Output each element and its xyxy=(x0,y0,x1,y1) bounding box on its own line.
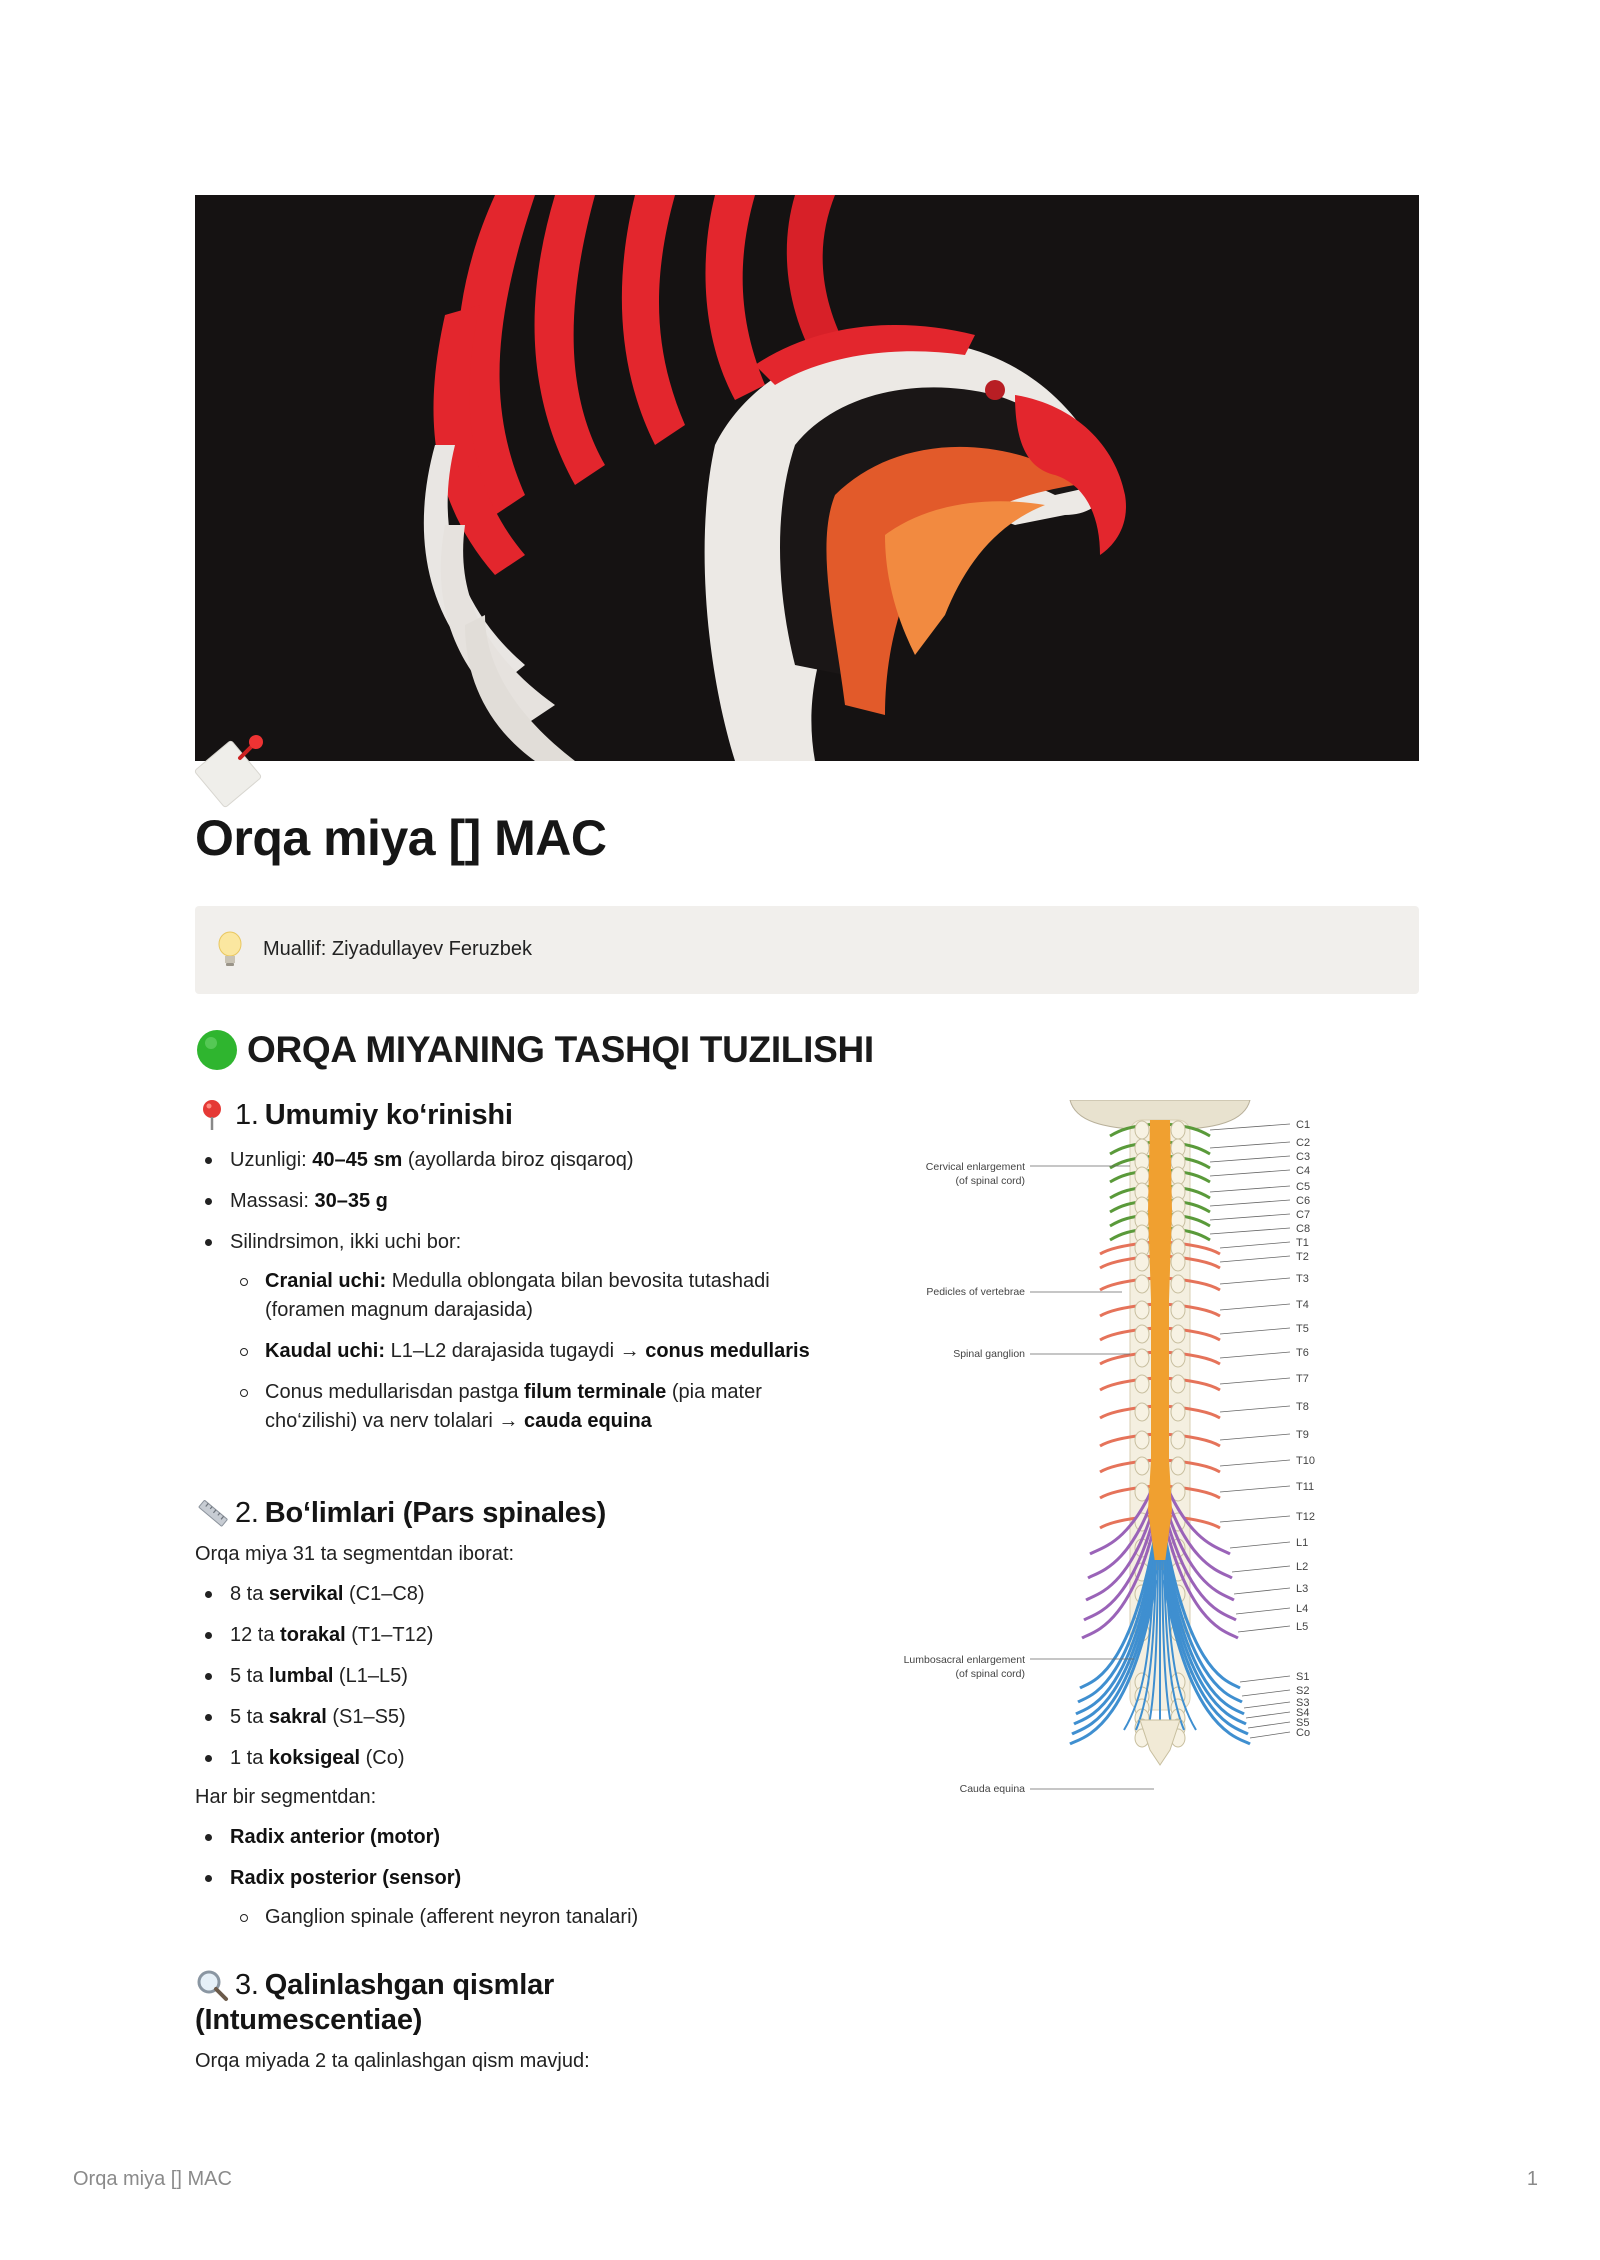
pedicle xyxy=(1135,1301,1149,1319)
segment-leader-line xyxy=(1210,1156,1290,1162)
subsection-2-title: Bo‘limlari (Pars spinales) xyxy=(264,1497,607,1529)
subsection-3-title-line1: Qalinlashgan qismlar xyxy=(264,1969,555,2001)
figure-label: Cauda equina xyxy=(959,1783,1025,1795)
segment-label: T5 xyxy=(1296,1323,1309,1335)
segment-label: C1 xyxy=(1296,1119,1311,1131)
subsection-2-number: 2. xyxy=(235,1497,259,1529)
list-item: 8 ta servikal (C1–C8) xyxy=(195,1579,835,1609)
pedicle xyxy=(1135,1349,1149,1367)
segment-label: T10 xyxy=(1296,1455,1315,1467)
segment-label: C7 xyxy=(1296,1209,1311,1221)
segment-leader-line xyxy=(1210,1142,1290,1148)
enlargements-intro: Orqa miyada 2 ta qalinlashgan qism mavjud: xyxy=(195,2050,590,2072)
ruler-icon xyxy=(195,1496,229,1530)
section-heading-text: ORQA MIYANING TASHQI TUZILISHI xyxy=(247,1029,874,1070)
list-item: 1 ta koksigeal (Co) xyxy=(195,1743,835,1773)
pedicle xyxy=(1135,1121,1149,1139)
list-item: Kaudal uchi: L1–L2 darajasida tugaydi → conus medullaris xyxy=(230,1337,835,1366)
segment-leader-line xyxy=(1220,1406,1290,1412)
lightbulb-icon xyxy=(215,930,245,970)
segment-label: L2 xyxy=(1296,1561,1309,1573)
segment-leader-line xyxy=(1246,1712,1290,1718)
section-heading xyxy=(195,1026,874,1074)
figure-label: Pedicles of vertebrae xyxy=(926,1286,1025,1298)
pedicle xyxy=(1171,1275,1185,1293)
pedicle xyxy=(1171,1121,1185,1139)
segment-leader-line xyxy=(1210,1200,1290,1206)
figure-label: Lumbosacral enlargement xyxy=(903,1654,1025,1666)
spinal-cord-diagram xyxy=(880,1100,1340,2040)
pedicle xyxy=(1135,1431,1149,1449)
segment-leader-line xyxy=(1236,1608,1290,1614)
figure-label: Spinal ganglion xyxy=(953,1348,1025,1360)
subsection-2-heading xyxy=(195,1496,835,1531)
segment-leader-line xyxy=(1220,1434,1290,1440)
segment-label: T3 xyxy=(1296,1273,1309,1285)
pinned-note-icon[interactable] xyxy=(192,728,272,808)
segment-label: L1 xyxy=(1296,1537,1309,1549)
page-number: 1 xyxy=(1526,2168,1538,2190)
segment-leader-line xyxy=(1210,1124,1290,1130)
pedicle xyxy=(1135,1167,1149,1185)
segment-label: T12 xyxy=(1296,1511,1315,1523)
subsection-3-heading xyxy=(195,1968,835,2038)
footer-title: Orqa miya [] MAC xyxy=(73,2168,232,2190)
segment-leader-line xyxy=(1220,1278,1290,1284)
magnifier-icon xyxy=(195,1968,229,2002)
cover-image xyxy=(195,195,1419,761)
subsection-1-title: Umumiy ko‘rinishi xyxy=(264,1099,513,1131)
figure-label: Cervical enlargement xyxy=(925,1161,1025,1173)
pedicle xyxy=(1171,1167,1185,1185)
segment-leader-line xyxy=(1248,1722,1290,1728)
segment-label: T7 xyxy=(1296,1373,1309,1385)
figure-label-sub: (of spinal cord) xyxy=(955,1175,1025,1187)
segment-leader-line xyxy=(1220,1378,1290,1384)
segment-leader-line xyxy=(1220,1328,1290,1334)
pedicle xyxy=(1171,1457,1185,1475)
segment-label: L5 xyxy=(1296,1621,1309,1633)
subsection-enlargements xyxy=(195,1968,835,2076)
pedicle xyxy=(1135,1325,1149,1343)
segment-label: T9 xyxy=(1296,1429,1309,1441)
segment-leader-line xyxy=(1240,1676,1290,1682)
segment-leader-line xyxy=(1220,1256,1290,1262)
pedicle xyxy=(1171,1349,1185,1367)
pedicle xyxy=(1135,1375,1149,1393)
subsection-1-number: 1. xyxy=(235,1099,259,1131)
subsection-1-heading xyxy=(195,1098,835,1133)
segment-label: S1 xyxy=(1296,1671,1310,1683)
pedicle xyxy=(1171,1301,1185,1319)
segment-leader-line xyxy=(1232,1566,1290,1572)
segment-label: L4 xyxy=(1296,1603,1309,1615)
list-item: Massasi: 30–35 g xyxy=(195,1186,835,1216)
segment-leader-line xyxy=(1242,1690,1290,1696)
segment-leader-line xyxy=(1220,1242,1290,1248)
segment-label: C4 xyxy=(1296,1165,1311,1177)
segment-leader-line xyxy=(1210,1170,1290,1176)
list-item: 5 ta sakral (S1–S5) xyxy=(195,1702,835,1732)
subsection-3-number: 3. xyxy=(235,1969,259,2001)
list-item: Silindrsimon, ikki uchi bor: Cranial uchi: Medulla oblongata bilan bevosita tutashadi (foramen magnum darajasida) Kaudal uchi: L1–L2 darajasida tugaydi → conus medullaris Conus medullarisdan pastga filum terminale (pia mater cho‘zilishi) va nerv tolalari → cauda equina xyxy=(195,1227,835,1436)
segment-label: T6 xyxy=(1296,1347,1309,1359)
pedicle xyxy=(1135,1253,1149,1271)
segment-leader-line xyxy=(1230,1542,1290,1548)
pedicle xyxy=(1135,1403,1149,1421)
list-item: Uzunligi: 40–45 sm (ayollarda biroz qisqaroq) xyxy=(195,1145,835,1175)
segment-label: T2 xyxy=(1296,1251,1309,1263)
author-callout xyxy=(195,906,1419,994)
segment-label: S5 xyxy=(1296,1717,1310,1729)
segment-leader-line xyxy=(1220,1516,1290,1522)
pedicle xyxy=(1171,1325,1185,1343)
segment-leader-line xyxy=(1220,1352,1290,1358)
segment-label: C2 xyxy=(1296,1137,1311,1149)
page-title: Orqa miya [] MAC xyxy=(195,810,607,866)
segment-label: C5 xyxy=(1296,1181,1311,1193)
segment-label: S3 xyxy=(1296,1697,1310,1709)
list-item: Cranial uchi: Medulla oblongata bilan bevosita tutashadi (foramen magnum darajasida) xyxy=(230,1267,835,1325)
spinal-cord-figure xyxy=(880,1100,1340,2040)
segment-leader-line xyxy=(1220,1460,1290,1466)
segment-leader-line xyxy=(1210,1186,1290,1192)
subsection-3-title-line2: (Intumescentiae) xyxy=(195,2004,423,2036)
roots-intro: Har bir segmentdan: xyxy=(195,1786,377,1808)
segment-label: T1 xyxy=(1296,1237,1309,1249)
list-item: Conus medullarisdan pastga filum terminale (pia mater cho‘zilishi) va nerv tolalari → cauda equina xyxy=(230,1378,835,1436)
subsection-parts xyxy=(195,1496,835,1944)
segment-label: T4 xyxy=(1296,1299,1309,1311)
segment-label: T11 xyxy=(1296,1481,1315,1493)
pedicle xyxy=(1171,1253,1185,1271)
figure-label-sub: (of spinal cord) xyxy=(955,1668,1025,1680)
subsection-general xyxy=(195,1098,835,1448)
segment-leader-line xyxy=(1210,1228,1290,1234)
segment-leader-line xyxy=(1210,1214,1290,1220)
list-item: Radix posterior (sensor) Ganglion spinale (afferent neyron tanalari) xyxy=(195,1863,835,1932)
segment-label: C3 xyxy=(1296,1151,1311,1163)
list-item: Ganglion spinale (afferent neyron tanalari) xyxy=(230,1903,835,1932)
segment-leader-line xyxy=(1238,1626,1290,1632)
segment-leader-line xyxy=(1244,1702,1290,1708)
segment-leader-line xyxy=(1234,1588,1290,1594)
segment-leader-line xyxy=(1220,1304,1290,1310)
list-item: 5 ta lumbal (L1–L5) xyxy=(195,1661,835,1691)
pedicle xyxy=(1171,1431,1185,1449)
segment-label: S2 xyxy=(1296,1685,1310,1697)
segment-label: T8 xyxy=(1296,1401,1309,1413)
list-item: Radix anterior (motor) xyxy=(195,1822,835,1852)
segment-leader-line xyxy=(1220,1486,1290,1492)
segment-label: C8 xyxy=(1296,1223,1311,1235)
pushpin-icon xyxy=(195,1098,229,1132)
segment-leader-line xyxy=(1250,1732,1290,1738)
callout-text: Muallif: Ziyadullayev Feruzbek xyxy=(263,938,532,960)
pedicle xyxy=(1171,1403,1185,1421)
pedicle xyxy=(1135,1275,1149,1293)
spinal-cord xyxy=(1148,1120,1172,1570)
list-item: 12 ta torakal (T1–T12) xyxy=(195,1620,835,1650)
segment-label: L3 xyxy=(1296,1583,1309,1595)
pedicle xyxy=(1135,1457,1149,1475)
pedicle xyxy=(1171,1375,1185,1393)
segment-label: Co xyxy=(1296,1727,1311,1739)
green-circle-icon xyxy=(195,1028,239,1072)
segment-label: S4 xyxy=(1296,1707,1310,1719)
segments-intro: Orqa miya 31 ta segmentdan iborat: xyxy=(195,1543,515,1565)
segment-label: C6 xyxy=(1296,1195,1311,1207)
